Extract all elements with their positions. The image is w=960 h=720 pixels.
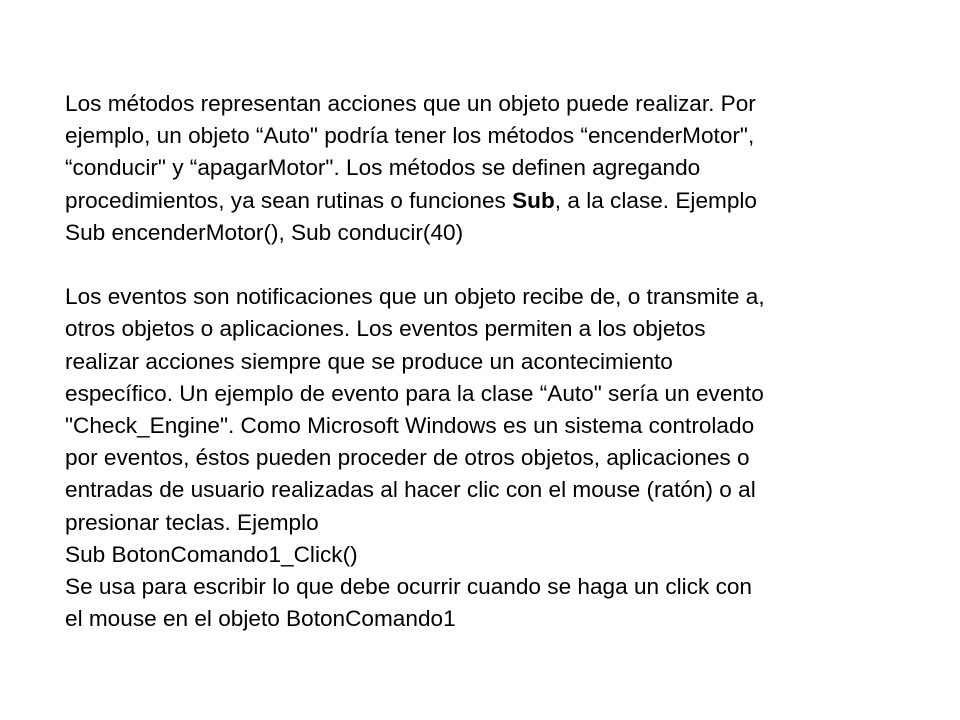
- text-segment: procedimientos, ya sean rutinas o funciones: [65, 187, 513, 213]
- text-line: el mouse en el objeto BotonComando1: [65, 606, 456, 632]
- text-line: ejemplo, un objeto “Auto" podría tener los métodos “encenderMotor",: [65, 123, 755, 149]
- bold-keyword-sub: Sub: [512, 187, 555, 213]
- text-line: por eventos, éstos pueden proceder de otros objetos, aplicaciones o: [65, 445, 750, 471]
- text-line: “conducir" y “apagarMotor". Los métodos se definen agregando: [65, 155, 701, 181]
- text-line: [65, 185, 895, 217]
- text-line: Los eventos son notificaciones que un objeto recibe de, o transmite a,: [65, 284, 765, 310]
- text-line: entradas de usuario realizadas al hacer clic con el mouse (ratón) o al: [65, 477, 756, 503]
- text-line: específico. Un ejemplo de evento para la clase “Auto" sería un evento: [65, 380, 764, 406]
- text-line: otros objetos o aplicaciones. Los eventos permiten a los objetos: [65, 316, 706, 342]
- text-line: "Check_Engine". Como Microsoft Windows es un sistema controlado: [65, 413, 755, 439]
- text-line: Se usa para escribir lo que debe ocurrir cuando se haga un click con: [65, 574, 753, 600]
- events-paragraph: [65, 281, 895, 635]
- text-line: realizar acciones siempre que se produce un acontecimiento: [65, 348, 673, 374]
- methods-paragraph: [65, 88, 895, 249]
- text-line: presionar teclas. Ejemplo: [65, 509, 319, 535]
- code-example-line: Sub BotonComando1_Click(): [65, 541, 358, 567]
- code-example-line: Sub encenderMotor(), Sub conducir(40): [65, 219, 464, 245]
- text-line: Los métodos representan acciones que un objeto puede realizar. Por: [65, 91, 756, 116]
- text-segment: , a la clase. Ejemplo: [554, 187, 757, 213]
- paragraph-spacer: [65, 249, 895, 281]
- slide-content: [65, 88, 895, 635]
